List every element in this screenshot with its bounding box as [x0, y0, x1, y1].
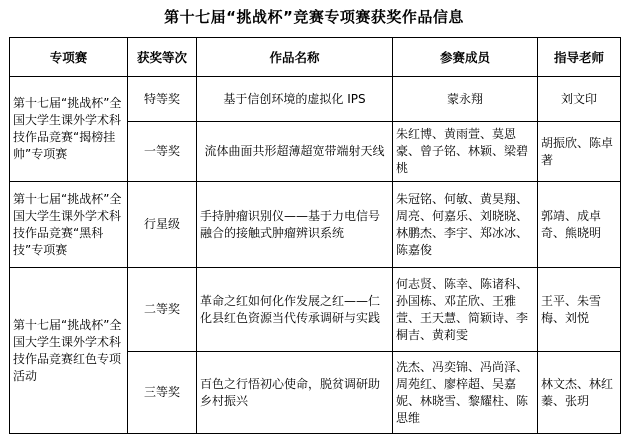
header-advisor: 指导老师 [538, 38, 621, 77]
award-cell: 二等奖 [128, 268, 197, 352]
competition-cell: 第十七届“挑战杯”全国大学生课外学术科技作品竞赛“黑科技”专项赛 [10, 182, 128, 268]
members-cell: 朱红博、黄雨萱、莫恩豪、曾子铭、林颖、梁碧桃 [393, 122, 538, 182]
header-work: 作品名称 [197, 38, 393, 77]
work-cell: 革命之红如何化作发展之红——仁化县红色资源当代传承调研与实践 [197, 268, 393, 352]
table-row [10, 268, 621, 352]
work-cell: 流体曲面共形超薄超宽带端射天线 [197, 122, 393, 182]
advisor-cell: 王平、朱雪梅、刘悦 [538, 268, 621, 352]
award-cell: 一等奖 [128, 122, 197, 182]
header-members: 参赛成员 [393, 38, 538, 77]
advisor-cell: 郭靖、成卓奇、熊晓明 [538, 182, 621, 268]
header-competition: 专项赛 [10, 38, 128, 77]
award-cell: 三等奖 [128, 352, 197, 434]
members-cell: 朱冠铭、何敏、黄昊翔、周亮、何嘉乐、刘晓晓、林鹏杰、李宇、郑冰冰、陈嘉俊 [393, 182, 538, 268]
table-row [10, 182, 621, 268]
page-title: 第十七届“挑战杯”竞赛专项赛获奖作品信息 [164, 8, 464, 26]
competition-cell: 第十七届“挑战杯”全国大学生课外学术科技作品竞赛红色专项活动 [10, 268, 128, 434]
award-cell: 行星级 [128, 182, 197, 268]
award-table [9, 37, 621, 434]
award-cell: 特等奖 [128, 77, 197, 122]
members-cell: 蒙永翔 [393, 77, 538, 122]
work-cell: 百色之行悟初心使命，脱贫调研助乡村振兴 [197, 352, 393, 434]
competition-cell: 第十七届“挑战杯”全国大学生课外学术科技作品竞赛“揭榜挂帅”专项赛 [10, 77, 128, 182]
members-cell: 冼杰、冯奕锦、冯尚泽、周苑红、廖梓超、吴嘉妮、林晓雪、黎耀柱、陈思维 [393, 352, 538, 434]
work-cell: 基于信创环境的虚拟化 IPS [197, 77, 393, 122]
advisor-cell: 刘文印 [538, 77, 621, 122]
header-award: 获奖等次 [128, 38, 197, 77]
advisor-cell: 胡振欣、陈卓著 [538, 122, 621, 182]
table-row [10, 77, 621, 122]
table-header-row [10, 38, 621, 77]
members-cell: 何志贤、陈幸、陈诸科、孙国栋、邓芷欣、王雅萱、王天慧、简颖诗、李桐吉、黄莉雯 [393, 268, 538, 352]
advisor-cell: 林文杰、林红蓁、张玥 [538, 352, 621, 434]
work-cell: 手持肿瘤识别仪——基于力电信号融合的接触式肿瘤辨识系统 [197, 182, 393, 268]
